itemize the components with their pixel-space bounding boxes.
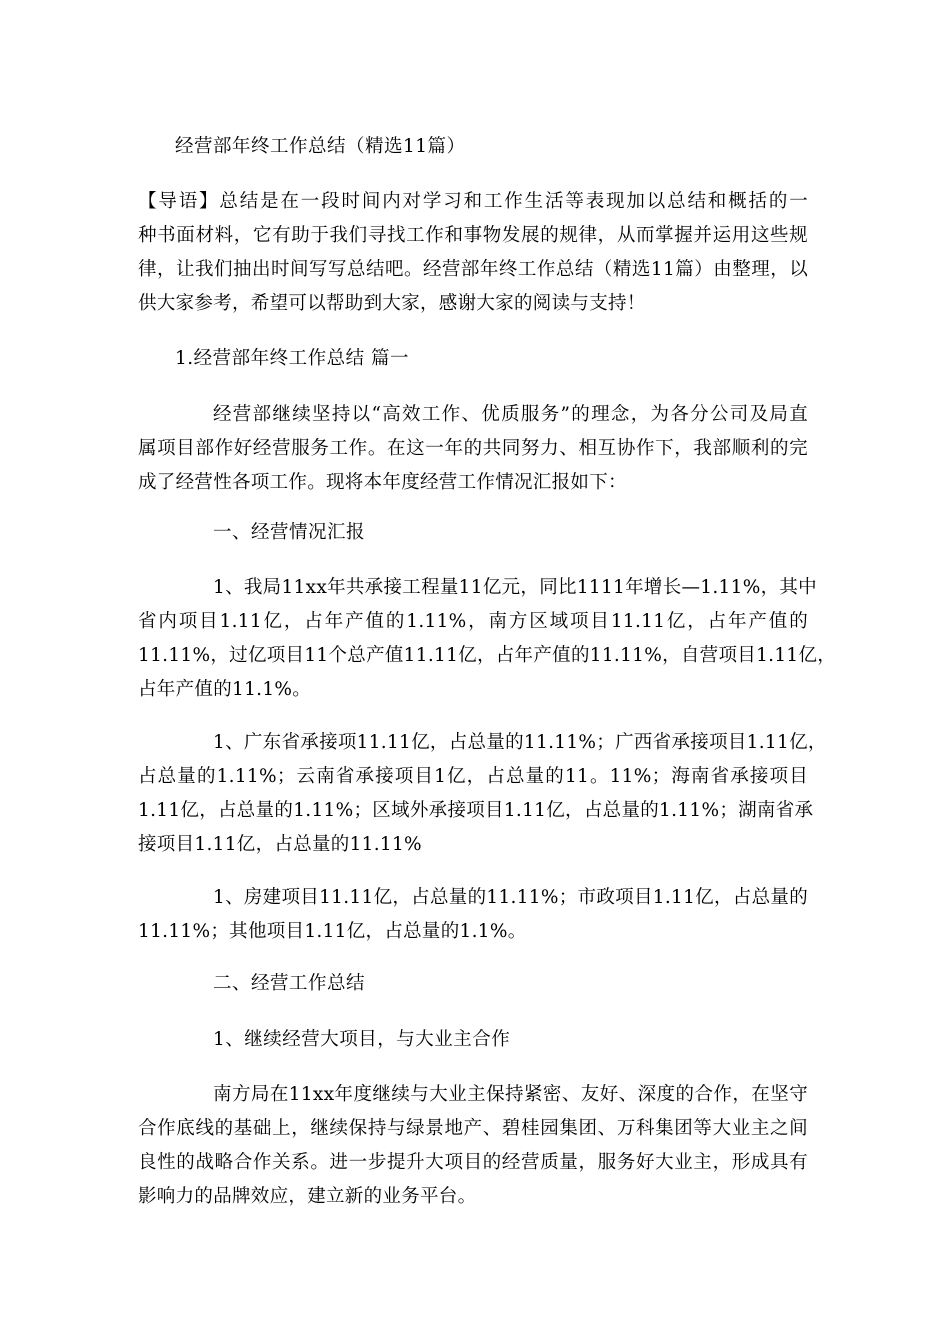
para3-line-4: 接项目1.11亿，占总量的11.11%: [138, 834, 422, 855]
para3-line-3: 1.11亿，占总量的1.11%；区域外承接项目1.11亿，占总量的1.11%；湖南省承: [138, 800, 814, 821]
para1-line-2: 属项目部作好经营服务工作。在这一年的共同努力、相互协作下，我部顺利的完: [138, 438, 808, 459]
intro-line-4: 供大家参考，希望可以帮助到大家，感谢大家的阅读与支持！: [138, 293, 646, 314]
para2-line-1: 1、我局11xx年共承接工程量11亿元，同比1111年增长—1.11%，其中: [213, 577, 817, 598]
intro-line-3: 律，让我们抽出时间写写总结吧。经营部年终工作总结（精选11篇）由整理，以: [138, 259, 808, 280]
para5-line-4: 影响力的品牌效应，建立新的业务平台。: [138, 1186, 477, 1207]
para4-line-1: 1、房建项目11.11亿，占总量的11.11%；市政项目1.11亿，占总量的: [213, 887, 808, 908]
para5-line-3: 良性的战略合作关系。进一步提升大项目的经营质量，服务好大业主，形成具有: [138, 1152, 808, 1173]
para1-line-3: 成了经营性各项工作。现将本年度经营工作情况汇报如下：: [138, 472, 627, 493]
intro-line-1: 【导语】总结是在一段时间内对学习和工作生活等表现加以总结和概括的一: [138, 191, 808, 212]
document-title: 经营部年终工作总结（精选11篇）: [175, 136, 466, 157]
para3-line-2: 占总量的1.11%；云南省承接项目1亿，占总量的11。11%；海南省承接项目: [138, 766, 808, 787]
intro-line-2: 种书面材料，它有助于我们寻找工作和事物发展的规律，从而掌握并运用这些规: [138, 225, 808, 246]
para2-line-4: 占年产值的11.1%。: [138, 679, 312, 700]
para2-line-3: 11.11%，过亿项目11个总产值11.11亿，占年产值的11.11%，自营项目1.11亿，: [138, 645, 837, 666]
para5-line-1: 南方局在11xx年度继续与大业主保持紧密、友好、深度的合作，在坚守: [213, 1084, 808, 1105]
heading-operations-report: 一、经营情况汇报: [213, 522, 366, 543]
para4-line-2: 11.11%；其他项目1.11亿，占总量的1.1%。: [138, 921, 527, 942]
para1-line-1: 经营部继续坚持以“高效工作、优质服务”的理念，为各分公司及局直: [213, 404, 808, 425]
para2-line-2: 省内项目1.11亿，占年产值的1.11%，南方区域项目11.11亿，占年产值的: [138, 611, 808, 632]
para5-line-2: 合作底线的基础上，继续保持与绿景地产、碧桂园集团、万科集团等大业主之间: [138, 1118, 808, 1139]
heading-operations-summary: 二、经营工作总结: [213, 973, 366, 994]
sub-heading-big-projects: 1、继续经营大项目，与大业主合作: [213, 1029, 511, 1050]
section-heading-1: 1.经营部年终工作总结 篇一: [175, 348, 410, 369]
para3-line-1: 1、广东省承接项11.11亿，占总量的11.11%；广西省承接项目1.11亿，: [213, 732, 827, 753]
